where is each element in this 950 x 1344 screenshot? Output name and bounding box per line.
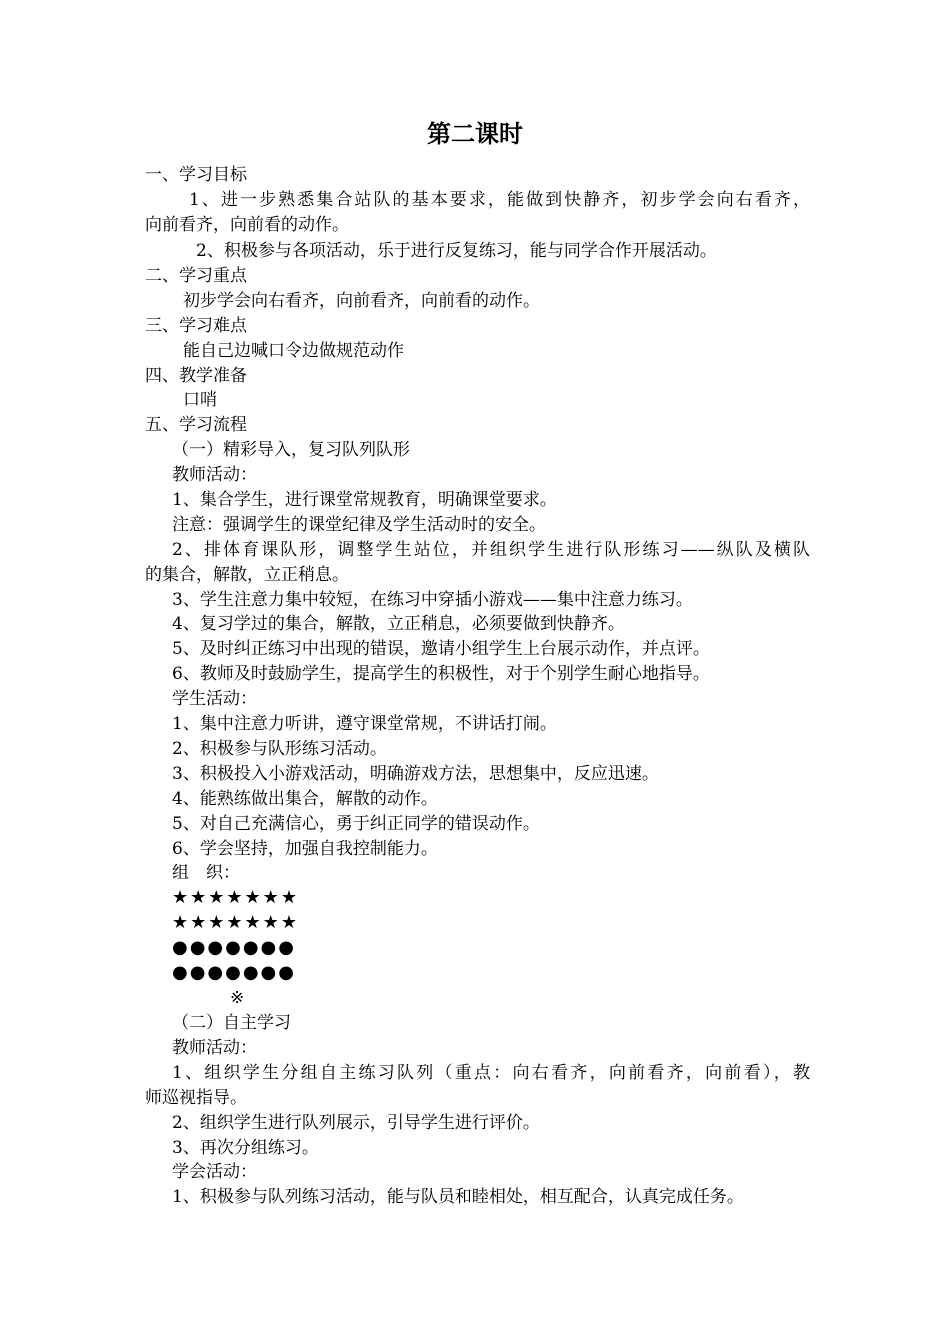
- part-2-teacher-label: 教师活动：: [172, 1038, 257, 1058]
- teacher-item-2-line-2: 的集合，解散，立正稍息。: [145, 565, 349, 585]
- part-2-heading: （二）自主学习: [172, 1013, 291, 1033]
- student-item-1: 1、集中注意力听讲，遵守课堂常规，不讲话打闹。: [172, 714, 557, 734]
- section-heading-difficulty: 三、学习难点: [145, 316, 247, 336]
- teacher-position-mark: ※: [230, 988, 245, 1008]
- student-item-3: 3、积极投入小游戏活动，明确游戏方法，思想集中，反应迅速。: [172, 764, 659, 784]
- section-heading-focus: 二、学习重点: [145, 266, 247, 286]
- student-practice-item-1: 1、积极参与队列练习活动，能与队员和睦相处，相互配合，认真完成任务。: [172, 1187, 744, 1207]
- formation-dots-row-2: ●●●●●●●: [172, 962, 296, 983]
- teacher-item-3: 3、学生注意力集中较短，在练习中穿插小游戏——集中注意力练习。: [172, 590, 693, 610]
- formation-stars-row-1: ★★★★★★★: [172, 887, 299, 908]
- part-1-student-label: 学生活动：: [172, 689, 257, 709]
- teacher-item-1: 1、集合学生，进行课堂常规教育，明确课堂要求。: [172, 490, 557, 510]
- teacher-item-5: 5、及时纠正练习中出现的错误，邀请小组学生上台展示动作，并点评。: [172, 639, 710, 659]
- student-item-4: 4、能熟练做出集合，解散的动作。: [172, 789, 438, 809]
- part-2-student-label: 学会活动：: [172, 1162, 257, 1182]
- self-study-item-2: 2、组织学生进行队列展示，引导学生进行评价。: [172, 1113, 540, 1133]
- focus-text: 初步学会向右看齐，向前看齐，向前看的动作。: [183, 291, 540, 311]
- teacher-note: 注意：强调学生的课堂纪律及学生活动时的安全。: [172, 515, 546, 535]
- organization-label: 组 织：: [172, 863, 240, 883]
- self-study-item-1-line-1: 1、组织学生分组自主练习队列（重点：向右看齐，向前看齐，向前看），教: [172, 1063, 810, 1083]
- goal-1-line-2: 向前看齐，向前看的动作。: [145, 215, 349, 235]
- page-title: 第二课时: [427, 120, 523, 148]
- section-heading-goals: 一、学习目标: [145, 165, 247, 185]
- section-heading-preparation: 四、教学准备: [145, 366, 247, 386]
- difficulty-text: 能自己边喊口令边做规范动作: [183, 341, 404, 361]
- goal-2: 2、积极参与各项活动，乐于进行反复练习，能与同学合作开展活动。: [196, 241, 717, 261]
- teacher-item-4: 4、复习学过的集合，解散，立正稍息，必须要做到快静齐。: [172, 614, 625, 634]
- teacher-item-2-line-1: 2、排体育课队形，调整学生站位，并组织学生进行队形练习——纵队及横队: [172, 540, 810, 560]
- section-heading-process: 五、学习流程: [145, 415, 247, 435]
- formation-dots-row-1: ●●●●●●●: [172, 937, 296, 958]
- self-study-item-3: 3、再次分组练习。: [172, 1138, 319, 1158]
- part-1-heading: （一）精彩导入，复习队列队形: [172, 440, 410, 460]
- part-1-teacher-label: 教师活动：: [172, 465, 257, 485]
- formation-stars-row-2: ★★★★★★★: [172, 912, 299, 933]
- student-item-6: 6、学会坚持，加强自我控制能力。: [172, 839, 438, 859]
- goal-1-line-1: 1、进一步熟悉集合站队的基本要求，能做到快静齐，初步学会向右看齐，: [189, 190, 810, 210]
- student-item-2: 2、积极参与队形练习活动。: [172, 739, 387, 759]
- teacher-item-6: 6、教师及时鼓励学生，提高学生的积极性，对于个别学生耐心地指导。: [172, 664, 710, 684]
- preparation-text: 口哨: [183, 390, 217, 410]
- self-study-item-1-line-2: 师巡视指导。: [145, 1088, 247, 1108]
- student-item-5: 5、对自己充满信心，勇于纠正同学的错误动作。: [172, 814, 540, 834]
